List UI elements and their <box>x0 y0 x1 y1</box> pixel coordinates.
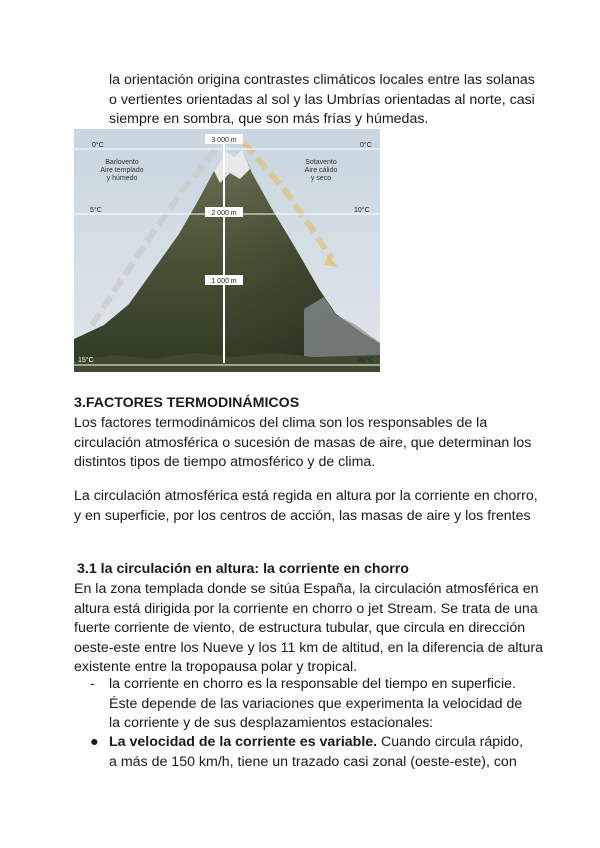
bullet-body-text: Cuando circula rápido, a más de 150 km/h, tiene un trazado casi zonal (oeste-este), con <box>109 734 524 770</box>
left-base-temperature: 15°C <box>78 357 94 364</box>
left-mid-temperature: 5°C <box>90 207 102 214</box>
windward-air-line: Aire templado <box>100 167 144 174</box>
section-3-1-heading: 3.1 la circulación en altura: la corriente en chorro <box>77 561 409 577</box>
section-3-heading: 3.FACTORES TERMODINÁMICOS <box>74 395 300 411</box>
leeward-air-line: Aire cálido <box>304 167 338 174</box>
bullet-bold-lead: La velocidad de la corriente es variable. <box>109 734 378 750</box>
bullet-list-item <box>109 733 534 772</box>
windward-humidity-line: y húmedo <box>106 175 138 182</box>
mountain-diagram <box>74 129 380 372</box>
low-altitude-label: 1 000 m <box>211 278 237 285</box>
leeward-dryness-line: y seco <box>310 175 332 182</box>
windward-title: Barlovento <box>105 159 139 166</box>
right-top-temperature: 0°C <box>360 142 372 149</box>
section-3-paragraph-1: Los factores termodinámicos del clima son los responsables de la circulación atmosférica o sucesión de masas de aire, que determinan los distintos tipos de tiempo atmosférico y de clima. <box>74 415 532 471</box>
summit-altitude-label: 3 000 m <box>211 137 237 144</box>
right-mid-temperature: 10°C <box>354 207 370 214</box>
dash-list-item: la corriente en chorro es la responsable del tiempo en superficie. Éste depende de las variaciones que experimenta la velocidad de la corriente y de sus desplazamientos estacionales: <box>109 676 523 732</box>
mid-altitude-label: 2 000 m <box>211 210 237 217</box>
dash-list-marker: - <box>90 676 95 692</box>
section-3-1-paragraph: En la zona templada donde se sitúa España, la circulación atmosférica en altura está dirigida por la corriente en chorro o jet Stream. Se trata de una fuerte corriente de viento, de estructura tubular, que circula en dirección oeste-este entre los Nueve y los 11 km de altitud, en la diferencia de altura existente entre la tropopausa polar y tropical. <box>74 581 543 676</box>
bullet-list-marker: ● <box>90 734 99 750</box>
leeward-title: Sotavento <box>305 159 337 166</box>
right-base-temperature: 30°C <box>358 357 374 364</box>
section-3-paragraph-2: La circulación atmosférica está regida en altura por la corriente en chorro, y en superficie, por los centros de acción, las masas de aire y los frentes <box>74 488 538 524</box>
left-top-temperature: 0°C <box>92 142 104 149</box>
intro-paragraph: la orientación origina contrastes climáticos locales entre las solanas o vertientes orientadas al sol y las Umbrías orientadas al norte, casi siempre en sombra, que son más frías y húmedas. <box>109 72 535 128</box>
